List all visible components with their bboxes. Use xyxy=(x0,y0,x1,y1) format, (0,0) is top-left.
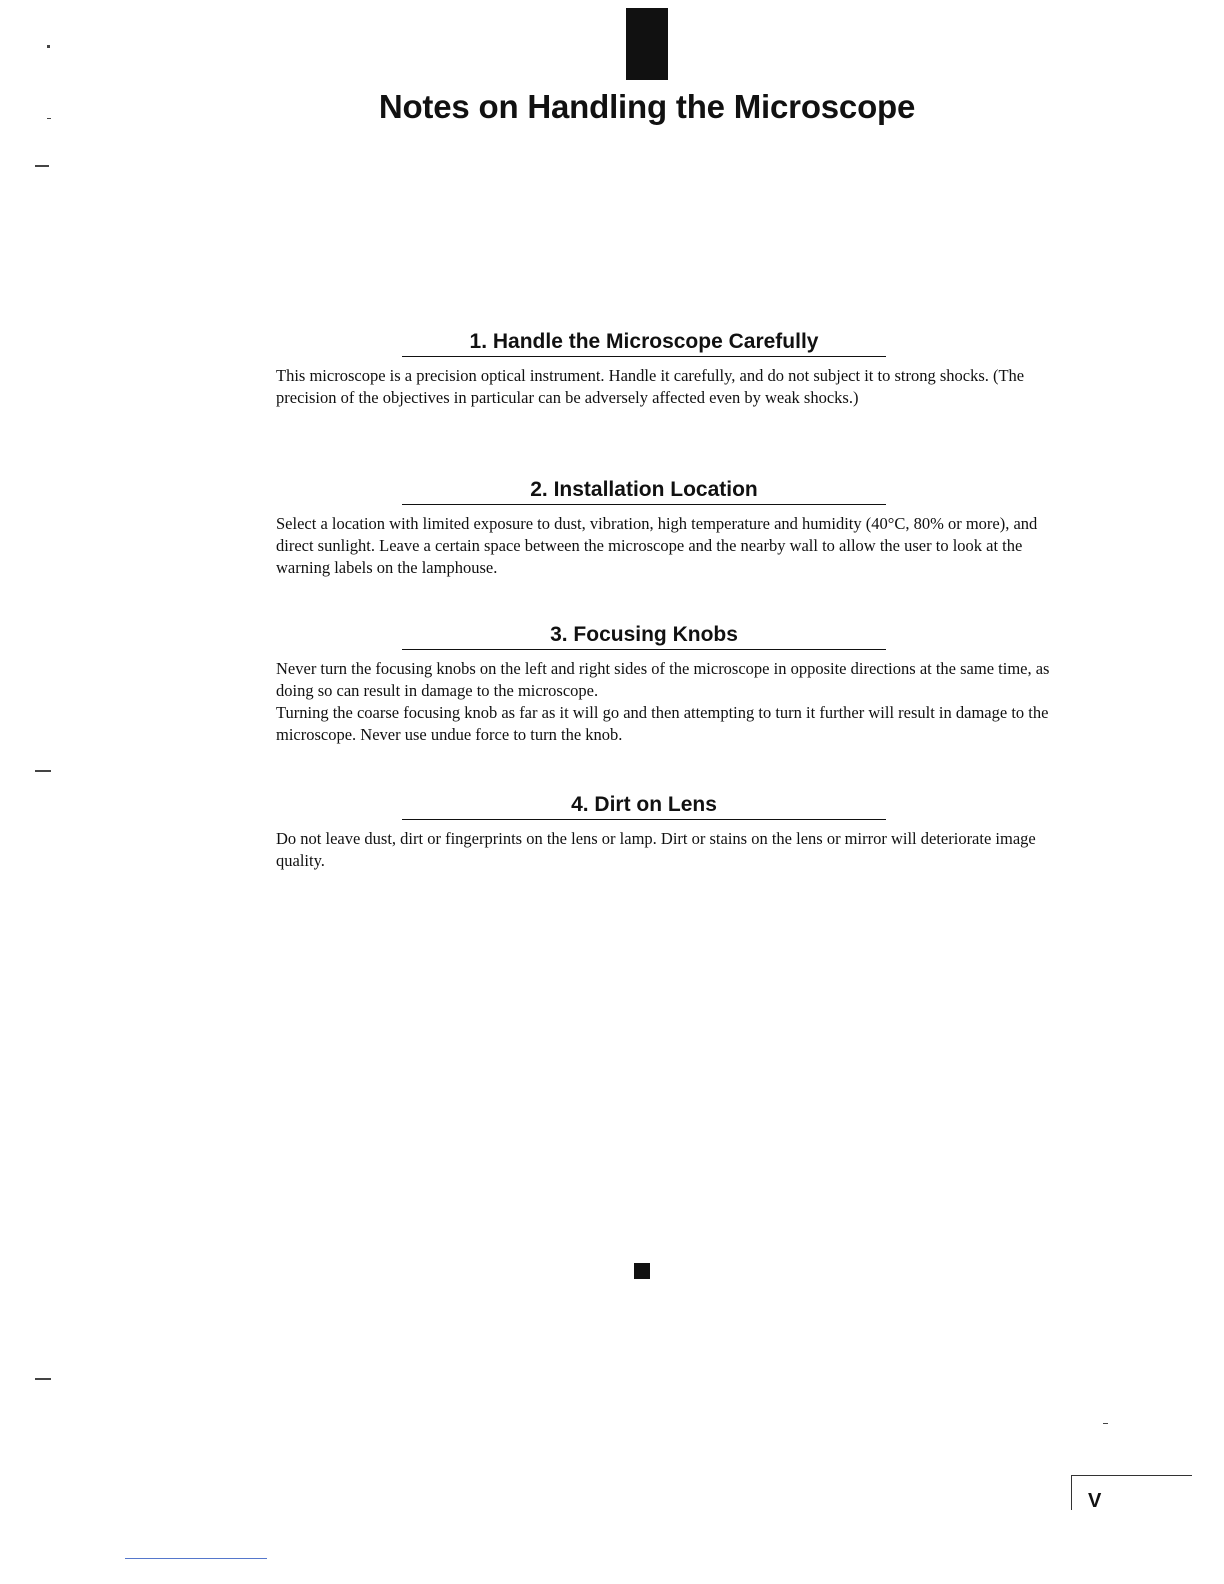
section-body xyxy=(276,828,1056,872)
section-body xyxy=(276,365,1056,409)
scan-speck xyxy=(35,770,51,772)
scan-speck xyxy=(47,118,51,119)
footer-black-square xyxy=(634,1263,650,1279)
page-title: Notes on Handling the Microscope xyxy=(378,88,916,125)
scan-speck xyxy=(35,165,49,167)
section-heading: 2. Installation Location xyxy=(402,477,886,505)
header-black-tab xyxy=(626,8,668,80)
scan-speck xyxy=(35,1378,51,1380)
section-body xyxy=(276,658,1056,746)
section-paragraph: This microscope is a precision optical instrument. Handle it carefully, and do not subject it to strong shocks. (The precision of the objectives in particular can be adversely affected even by weak shocks.) xyxy=(276,366,1025,407)
section-focusing-knobs xyxy=(276,622,1056,746)
section-heading: 4. Dirt on Lens xyxy=(402,792,886,820)
section-installation-location xyxy=(276,477,1056,579)
page-number: V xyxy=(1088,1490,1102,1512)
section-handle-carefully xyxy=(276,329,1056,409)
section-body xyxy=(276,513,1056,579)
section-paragraph: Do not leave dust, dirt or fingerprints on the lens or lamp. Dirt or stains on the lens or mirror will deteriorate image quality. xyxy=(276,829,1036,870)
scan-speck xyxy=(1103,1423,1108,1424)
section-paragraph: Never turn the focusing knobs on the left and right sides of the microscope in opposite directions at the same time, as doing so can result in damage to the microscope. xyxy=(276,659,1050,700)
section-paragraph: Turning the coarse focusing knob as far as it will go and then attempting to turn it further will result in damage to the microscope. Never use undue force to turn the knob. xyxy=(276,703,1049,744)
section-heading: 3. Focusing Knobs xyxy=(402,622,886,650)
section-dirt-on-lens xyxy=(276,792,1056,872)
section-heading: 1. Handle the Microscope Carefully xyxy=(402,329,886,357)
section-paragraph: Select a location with limited exposure to dust, vibration, high temperature and humidity (40°C, 80% or more), and direct sunlight. Leave a certain space between the microscope and the nearby wall to allow the user to look at the warning labels on the lamphouse. xyxy=(276,514,1038,577)
scan-edge-line xyxy=(125,1558,267,1559)
scan-speck xyxy=(47,45,50,48)
